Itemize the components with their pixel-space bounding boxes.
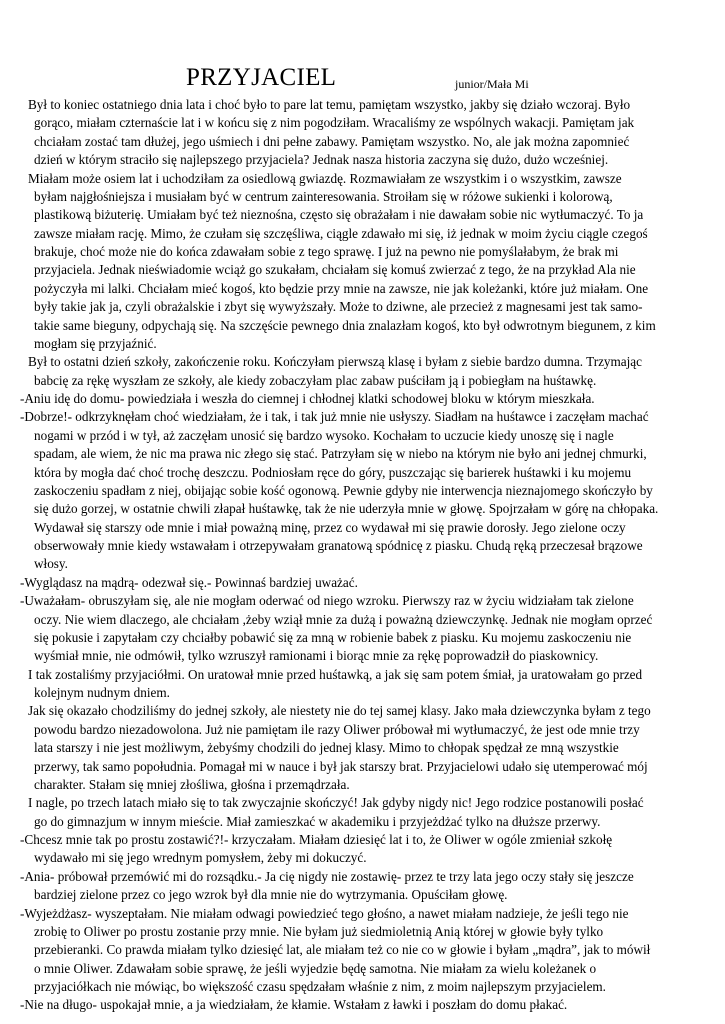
text-line: bardziej zielone przez co jego wzrok był dla mnie nie do wytrzymania. Opuściłam głowę.: [34, 887, 508, 903]
text-line: byłam najgłośniejsza i musiałam być w centrum zainteresowania. Stroiłam się w różowe sukienki i kolorową,: [34, 188, 613, 204]
story-body: [20, 96, 722, 1015]
story-paragraph: [20, 574, 722, 592]
story-paragraph: [20, 794, 722, 831]
text-line: wyśmiał mnie, nie odmówił, tylko wzruszył ramionami i biorąc mnie za rękę poprowadził do piaskownicy.: [34, 648, 599, 664]
text-line: Wydawał się starszy ode mnie i miał poważną minę, przez co wydawał mi się prawie dorosły. Jego zielone oczy: [34, 519, 626, 535]
text-line: -Nie na długo- uspokajał mnie, a ja wiedziałam, że kłamie. Wstałam z ławki i poszłam do domu płakać.: [20, 997, 568, 1013]
text-line: brakuje, choć może nie do końca zdawałam sobie z tego sprawę. I już na pewno nie pomyślałabym, że brak mi: [34, 244, 619, 259]
text-line: -Aniu idę do domu- powiedziała i weszła do ciemnej i chłodnej klatki schodowej bloku w którym mieszkała.: [20, 391, 595, 406]
text-line: charakter. Stałam się mniej złośliwa, głośna i przemądrzała.: [34, 776, 350, 792]
text-line: włosy.: [34, 556, 68, 572]
text-line: dzień w którym straciło się najlepszego przyjaciela? Jednak nasza historia zaczyna się dużo, dużo wcześniej.: [34, 152, 609, 168]
text-line: zawsze miałam rację. Mimo, że czułam się szczęśliwa, ciągle zdawało mi się, iż jednak w moim życiu ciągle czegoś: [34, 225, 648, 241]
text-line: mogłam się przyjaźnić.: [34, 335, 157, 351]
text-line: Miałam może osiem lat i uchodziłam za osiedlową gwiazdę. Rozmawiałam ze wszystkim i o wszystkim, zawsze: [28, 170, 622, 186]
text-line: I tak zostaliśmy przyjaciółmi. On uratował mnie przed huśtawką, a jak się sam potem śmiał, ja uratowałam go przed: [28, 666, 643, 682]
text-line: takie same bieguny, odpychają się. Na szczęście pewnego dnia znalazłam kogoś, kto był odwrotnym biegunem, z kim: [34, 317, 656, 333]
story-paragraph: [20, 905, 722, 997]
text-line: -Wyglądasz na mądrą- odezwał się.- Powinnaś bardziej uważać.: [20, 574, 358, 590]
text-line: pożyczyła mi lalki. Chciałam mieć kogoś, kto będzie przy mnie na zawsze, nie jak koleżanki, które już miałam. One: [34, 280, 649, 296]
text-line: się dużo gorzej, w ostatnie chwili złapał huśtawkę, tak że nie uderzyła mnie w głowę. Spojrzałam w górę na chłopaka.: [34, 501, 659, 517]
story-paragraph: [20, 353, 722, 390]
text-line: wydawało mi się jego wrednym pomysłem, żeby mi dokuczyć.: [34, 850, 367, 866]
text-line: -Uważałam- obruszyłam się, ale nie mogłam oderwać od niego wzroku. Pierwszy raz w życiu widziałam tak zielone: [20, 593, 634, 609]
text-line: nogami w przód i w tył, aż zaczęłam unosić się bardzo wysoko. Kochałam to uczucie kiedy unoszę się i nagle: [34, 427, 614, 443]
story-title: PRZYJACIEL: [186, 64, 337, 91]
text-line: zaskoczeniu spadłam z niej, obijając sobie kość ogonową. Pewnie gdyby nie interwencja nieznajomego skończyło by: [34, 482, 653, 498]
text-line: oczy. Nie wiem dlaczego, ale chciałam ,żeby wziął mnie za dużą i poważną dziewczynkę. Jednak nie mogłam oprzeć: [34, 611, 653, 627]
text-line: -Wyjeżdżasz- wyszeptałam. Nie miałam odwagi powiedzieć tego głośno, a nawet miałam nadzieje, że jeśli tego nie: [20, 905, 629, 921]
text-line: o mnie Oliwer. Zdawałam sobie sprawę, że jeśli wyjedzie będę samotna. Nie miałam za wielu koleżanek o: [34, 960, 597, 976]
story-paragraph: [20, 390, 722, 408]
text-line: Był to koniec ostatniego dnia lata i choć było to pare lat temu, pamiętam wszystko, jakby się działo wczoraj. Było: [28, 97, 631, 112]
story-paragraph: [20, 868, 722, 905]
text-line: przyjaciela. Jednak nieświadomie wciąż go szukałam, chciałam się komuś zwierzać z tego, że na przykład Ala nie: [34, 262, 636, 278]
text-line: która by mogła dać choć trochę deszczu. Podniosłam ręce do góry, puszczając się barierek huśtawki i ku mojemu: [34, 464, 632, 480]
text-line: I nagle, po trzech latach miało się to tak zwyczajnie skończyć! Jak gdyby nigdy nic! Jego rodzice postanowili posłać: [28, 795, 644, 811]
story-paragraph: [20, 831, 722, 868]
text-line: go do gimnazjum w innym mieście. Miał zamieszkać w akademiku i przyjeżdżać tylko na dłuższe przerwy.: [34, 813, 601, 829]
text-line: przerwy, tak samo popołudnia. Pomagał mi w nauce i był jak starszy brat. Przyjacielowi udało się utemperować mój: [34, 758, 648, 774]
text-line: zrobię to Oliwer po prostu zostanie przy mnie. Nie byłam już siedmioletnią Anią której w głowie były tylko: [34, 923, 604, 939]
text-line: Jak się okazało chodziliśmy do jednej szkoły, ale niestety nie do tej samej klasy. Jako mała dziewczynka byłam z tego: [28, 703, 651, 719]
text-line: obserwowały mnie kiedy wstawałam i otrzepywałam granatową spódnicę z piasku. Chudą ręką przeczesał brązowe: [34, 538, 643, 553]
story-paragraph: [20, 170, 722, 354]
text-line: gorąco, miałam czternaście lat i w końcu się z nim pogodziłam. Wracaliśmy ze wspólnych wakacji. Pamiętam jak: [34, 115, 635, 131]
text-line: spadam, ale wiem, że nic ma prawa nic złego się stać. Patrzyłam się w niebo na którym nie było ani jednej chmurki,: [34, 446, 647, 462]
text-line: -Dobrze!- odkrzyknęłam choć wiedziałam, że i tak, i tak już mnie nie usłyszy. Siadłam na huśtawce i zaczęłam machać: [20, 409, 649, 425]
text-line: plastikową biżuterię. Umiałam być też nieznośna, często się obrażałam i nie dawałam sobie nic wytłumaczyć. To ja: [34, 207, 644, 223]
text-line: się pokusie i zapytałam czy chciałby pobawić się za mną w robienie babek z piasku. Ku mojemu zaskoczeniu nie: [34, 629, 632, 645]
story-paragraph: [20, 408, 722, 573]
story-paragraph: [20, 666, 722, 703]
text-line: lata starszy i nie jest możliwym, żebyśmy chodzili do jednej klasy. Mimo to chłopak spędzał ze mną wszystkie: [34, 740, 619, 756]
text-line: chciałam zostać tam dłużej, jego uśmiech i dni pełne zabawy. Pamiętam wszystko. No, ale jak można zapomnieć: [34, 133, 630, 149]
text-line: -Chcesz mnie tak po prostu zostawić?!- krzyczałam. Miałam dziesięć lat i to, że Oliwer w ogóle zmieniał szkołę: [20, 832, 613, 847]
text-line: były takie jak ja, czyli obrażalskie i zbyt się wywyższały. Może to dziwne, ale przecież z magnesami jest tak samo-: [34, 299, 643, 315]
text-line: powodu bardzo niezadowolona. Już nie pamiętam ile razy Oliwer próbował mi wytłumaczyć, że jest ode mnie trzy: [34, 721, 640, 737]
text-line: przyjaciółkach nie mówiąc, bo większość czasu spędzałam właśnie z nim, z moim najlepszym przyjacielem.: [34, 979, 606, 994]
text-line: babcię za rękę wyszłam ze szkoły, ale kiedy zobaczyłam plac zabaw puściłam ją i pobiegłam na huśtawkę.: [34, 372, 597, 388]
story-paragraph: [20, 996, 722, 1014]
text-line: -Ania- próbował przemówić mi do rozsądku.- Ja cię nigdy nie zostawię- przez te trzy lata jego oczy stały się jeszcze: [20, 868, 634, 884]
text-line: przebieranki. Co prawda miałam tylko dziesięć lat, ale miałam też co nie co w głowie i byłam „mądra”, jak to mówił: [34, 942, 651, 958]
text-line: kolejnym nudnym dniem.: [34, 685, 170, 700]
header: [0, 62, 725, 98]
story-paragraph: [20, 96, 722, 170]
text-line: Był to ostatni dzień szkoły, zakończenie roku. Kończyłam pierwszą klasę i byłam z siebie bardzo dumna. Trzymając: [28, 354, 643, 370]
story-paragraph: [20, 592, 722, 666]
author-byline: junior/Mała Mi: [455, 77, 529, 91]
story-paragraph: [20, 702, 722, 794]
